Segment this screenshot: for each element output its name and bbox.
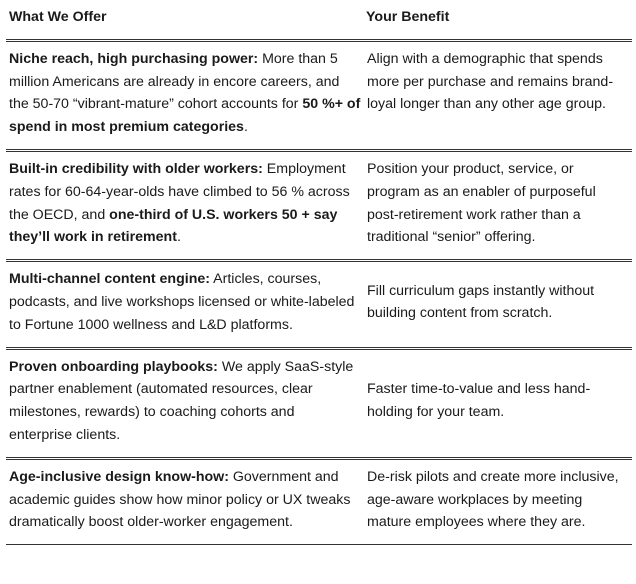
offer-cell	[6, 261, 363, 348]
benefit-cell: Position your product, service, or program as an enabler of purposeful post-retirement work rather than a traditional “senior” offering.	[363, 150, 632, 260]
table-row	[6, 261, 632, 348]
offer-text: Employment rates for 60-64-year-olds have climbed to 56 % across the OECD, and	[9, 160, 350, 223]
benefit-cell: Align with a demographic that spends more per purchase and remains brand-loyal longer than any other age group.	[363, 40, 632, 150]
offer-cell	[6, 348, 363, 458]
offer-cell	[6, 458, 363, 544]
benefit-cell: Fill curriculum gaps instantly without building content from scratch.	[363, 261, 632, 348]
offer-bold-tail: one-third of U.S. workers 50 + say they’ll work in retirement	[9, 206, 338, 246]
offer-cell	[6, 150, 363, 260]
offer-end: .	[176, 229, 181, 246]
benefit-cell: Faster time-to-value and less hand-holding for your team.	[363, 348, 632, 458]
offer-title: Niche reach, high purchasing power:	[9, 50, 259, 67]
offer-benefit-table	[6, 4, 632, 545]
offer-title: Built-in credibility with older workers:	[9, 160, 263, 177]
offer-text: Government and academic guides show how minor policy or UX tweaks dramatically boost older-worker engagement.	[9, 468, 351, 531]
offer-text: Articles, courses, podcasts, and live workshops licensed or white-labeled to Fortune 1000 wellness and L&D platforms.	[9, 271, 355, 333]
offer-text: More than 5 million Americans are already in encore careers, and the 50-70 “vibrant-mature” cohort accounts for	[9, 50, 340, 113]
benefit-cell: De-risk pilots and create more inclusive, age-aware workplaces by meeting mature employees where they are.	[363, 458, 632, 544]
offer-title: Age-inclusive design know-how:	[9, 468, 229, 485]
header-your-benefit: Your Benefit	[363, 4, 632, 40]
offer-text: We apply SaaS-style partner enablement (automated resources, clear milestones, rewards) to coaching cohorts and enterprise clients.	[9, 358, 354, 443]
offer-title: Multi-channel content engine:	[9, 271, 210, 288]
offer-bold-tail: 50 %+ of spend in most premium categories	[9, 96, 361, 136]
table-row	[6, 458, 632, 544]
table-row	[6, 150, 632, 260]
offer-end: .	[243, 119, 248, 136]
offer-cell	[6, 40, 363, 150]
header-what-we-offer: What We Offer	[6, 4, 363, 40]
table-row	[6, 348, 632, 458]
table-header-row	[6, 4, 632, 40]
table-row	[6, 40, 632, 150]
offer-title: Proven onboarding playbooks:	[9, 358, 218, 375]
